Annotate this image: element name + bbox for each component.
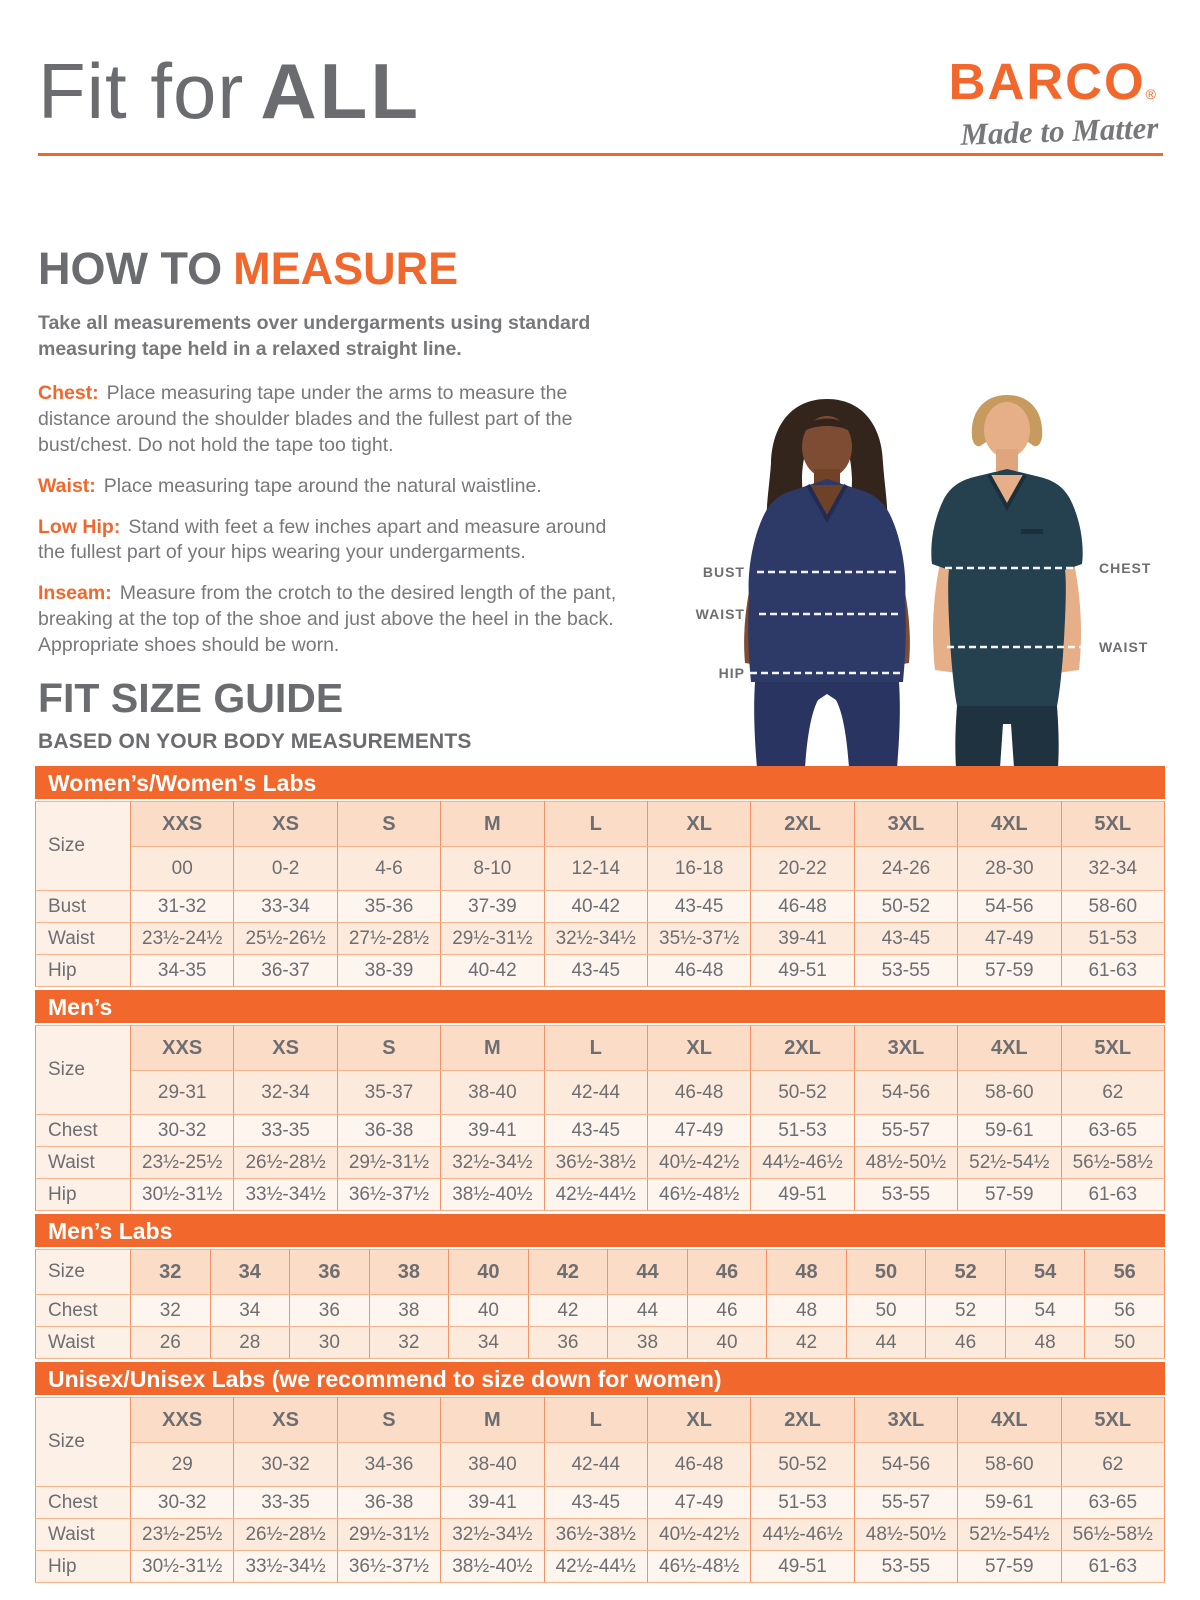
row-label: Waist — [36, 1327, 131, 1359]
measurement-cell: 57-59 — [958, 955, 1061, 987]
measure-item-chest: Chest: Place measuring tape under the arms to measure the distance around the shoulder blades and the fullest part of the bust/chest. Do not hold the tape too tight. — [38, 381, 573, 456]
measurement-cell: 32½-34½ — [441, 1519, 544, 1551]
measurement-cell: 25½-26½ — [234, 923, 337, 955]
measurement-cell: 36 — [290, 1295, 370, 1327]
size-header-cell: 56 — [1085, 1250, 1165, 1295]
numeric-size-cell: 50-52 — [751, 1443, 854, 1487]
measurement-cell: 59-61 — [958, 1115, 1061, 1147]
measurement-cell: 49-51 — [751, 955, 854, 987]
size-header-cell: M — [441, 1026, 544, 1071]
hip-label: HIP — [718, 665, 745, 681]
measurement-cell: 37-39 — [441, 891, 544, 923]
size-header-cell: XXS — [131, 1026, 234, 1071]
page-title-bold: ALL — [260, 47, 421, 135]
numeric-size-cell: 46-48 — [647, 1443, 750, 1487]
size-header-cell: 40 — [449, 1250, 529, 1295]
size-header-cell: 3XL — [854, 802, 957, 847]
measurement-cell: 39-41 — [441, 1487, 544, 1519]
measurement-cell: 43-45 — [544, 955, 647, 987]
measurement-cell: 39-41 — [441, 1115, 544, 1147]
size-header-cell: S — [337, 1026, 440, 1071]
measurement-cell: 52½-54½ — [958, 1147, 1061, 1179]
measurement-cell: 30½-31½ — [131, 1179, 234, 1211]
models-photo — [652, 383, 1165, 768]
size-table — [35, 1397, 1165, 1583]
numeric-size-cell: 24-26 — [854, 847, 957, 891]
measurement-cell: 39-41 — [751, 923, 854, 955]
man-model — [931, 395, 1082, 768]
numeric-size-cell: 28-30 — [958, 847, 1061, 891]
measurement-cell: 44½-46½ — [751, 1147, 854, 1179]
measurement-cell: 47-49 — [647, 1487, 750, 1519]
size-header-cell: 3XL — [854, 1026, 957, 1071]
measure-item-inseam: Inseam: Measure from the crotch to the desired length of the pant, breaking at the top of the shoe and just above the heel in the back. Appropriate shoes should be worn. — [38, 582, 617, 657]
measurement-cell: 29½-31½ — [441, 923, 544, 955]
size-header-cell: 50 — [846, 1250, 926, 1295]
size-header-cell: 36 — [290, 1250, 370, 1295]
size-table-3 — [35, 1362, 1165, 1583]
size-table-0 — [35, 766, 1165, 987]
size-header-cell: 32 — [131, 1250, 211, 1295]
measurement-cell: 48 — [767, 1295, 847, 1327]
table-banner: Women’s/Women's Labs — [35, 766, 1165, 799]
size-table — [35, 801, 1165, 987]
numeric-size-cell: 00 — [131, 847, 234, 891]
how-to-measure-section — [38, 243, 638, 674]
measurement-cell: 43-45 — [647, 891, 750, 923]
measurement-cell: 61-63 — [1061, 1179, 1164, 1211]
measurement-cell: 53-55 — [854, 1551, 957, 1583]
measurement-cell: 33-34 — [234, 891, 337, 923]
table-row — [36, 1487, 1165, 1519]
measurement-cell: 44½-46½ — [751, 1519, 854, 1551]
measurement-cell: 56½-58½ — [1061, 1147, 1164, 1179]
measurement-cell: 61-63 — [1061, 955, 1164, 987]
numeric-size-cell: 35-37 — [337, 1071, 440, 1115]
measurement-cell: 51-53 — [751, 1115, 854, 1147]
fit-size-tables — [35, 766, 1165, 1586]
size-table-2 — [35, 1214, 1165, 1359]
bust-label: BUST — [702, 564, 745, 580]
measurement-cell: 38 — [369, 1295, 449, 1327]
table-banner: Unisex/Unisex Labs (we recommend to size down for women) — [35, 1362, 1165, 1395]
size-header-cell: XL — [647, 1026, 750, 1071]
fit-size-guide-heading-block — [38, 675, 472, 754]
numeric-size-cell: 54-56 — [854, 1071, 957, 1115]
measurement-cell: 43-45 — [544, 1487, 647, 1519]
measurement-cell: 40 — [449, 1295, 529, 1327]
measurement-cell: 40-42 — [544, 891, 647, 923]
size-col-label: Size — [36, 1250, 131, 1295]
size-table — [35, 1249, 1165, 1359]
measurement-cell: 46½-48½ — [647, 1551, 750, 1583]
measurement-cell: 48½-50½ — [854, 1519, 957, 1551]
measurement-cell: 23½-25½ — [131, 1519, 234, 1551]
measurement-cell: 48½-50½ — [854, 1147, 957, 1179]
measurement-cell: 48 — [1005, 1327, 1085, 1359]
measurement-cell: 52½-54½ — [958, 1519, 1061, 1551]
measurement-cell: 46 — [926, 1327, 1006, 1359]
measurement-cell: 46-48 — [751, 891, 854, 923]
measurement-cell: 30 — [290, 1327, 370, 1359]
measurement-cell: 43-45 — [544, 1115, 647, 1147]
table-row — [36, 955, 1165, 987]
row-label: Chest — [36, 1487, 131, 1519]
size-col-label: Size — [36, 1398, 131, 1487]
man-neck — [996, 449, 1018, 471]
measurement-cell: 51-53 — [751, 1487, 854, 1519]
measurement-cell: 33½-34½ — [234, 1179, 337, 1211]
numeric-size-cell: 29-31 — [131, 1071, 234, 1115]
measurement-cell: 59-61 — [958, 1487, 1061, 1519]
row-label: Waist — [36, 1519, 131, 1551]
size-header-cell: XL — [647, 802, 750, 847]
measurement-cell: 58-60 — [1061, 891, 1164, 923]
chest-label: CHEST — [1099, 560, 1152, 576]
measurement-cell: 46 — [687, 1295, 767, 1327]
measurement-cell: 36-38 — [337, 1487, 440, 1519]
numeric-size-cell: 38-40 — [441, 1071, 544, 1115]
size-header-cell: 4XL — [958, 1398, 1061, 1443]
measurement-cell: 35½-37½ — [647, 923, 750, 955]
size-header-cell: XS — [234, 1026, 337, 1071]
numeric-size-cell: 38-40 — [441, 1443, 544, 1487]
table-row — [36, 891, 1165, 923]
measurement-cell: 51-53 — [1061, 923, 1164, 955]
measurement-cell: 42½-44½ — [544, 1551, 647, 1583]
row-label: Hip — [36, 955, 131, 987]
numeric-size-cell: 29 — [131, 1443, 234, 1487]
row-label: Chest — [36, 1115, 131, 1147]
row-label: Waist — [36, 1147, 131, 1179]
measurement-cell: 31-32 — [131, 891, 234, 923]
size-header-cell: 5XL — [1061, 802, 1164, 847]
row-label: Chest — [36, 1295, 131, 1327]
measurement-cell: 46-48 — [647, 955, 750, 987]
woman-pants — [754, 682, 900, 768]
measurement-cell: 42½-44½ — [544, 1179, 647, 1211]
measurement-cell: 57-59 — [958, 1179, 1061, 1211]
table-row — [36, 1115, 1165, 1147]
measurement-cell: 63-65 — [1061, 1487, 1164, 1519]
size-header-cell: XS — [234, 802, 337, 847]
measurement-cell: 33-35 — [234, 1115, 337, 1147]
table-row — [36, 923, 1165, 955]
measurement-cell: 36½-37½ — [337, 1551, 440, 1583]
measurement-cell: 55-57 — [854, 1487, 957, 1519]
measurement-cell: 30-32 — [131, 1487, 234, 1519]
numeric-size-cell: 32-34 — [234, 1071, 337, 1115]
waist-left-label: WAIST — [695, 606, 745, 622]
measurement-cell: 40-42 — [441, 955, 544, 987]
table-row — [36, 1179, 1165, 1211]
measurement-cell: 53-55 — [854, 955, 957, 987]
size-header-cell: S — [337, 802, 440, 847]
size-header-cell: L — [544, 802, 647, 847]
orange-divider — [38, 153, 1163, 156]
measurement-cell: 30-32 — [131, 1115, 234, 1147]
woman-model — [744, 399, 910, 768]
measurement-cell: 40½-42½ — [647, 1147, 750, 1179]
waist-right-label: WAIST — [1099, 639, 1149, 655]
numeric-size-cell: 42-44 — [544, 1443, 647, 1487]
measurement-cell: 56½-58½ — [1061, 1519, 1164, 1551]
row-label: Bust — [36, 891, 131, 923]
measurement-cell: 38-39 — [337, 955, 440, 987]
table-banner: Men’s Labs — [35, 1214, 1165, 1247]
measurement-cell: 44 — [608, 1295, 688, 1327]
size-header-cell: 5XL — [1061, 1026, 1164, 1071]
table-row — [36, 1295, 1165, 1327]
numeric-size-cell: 42-44 — [544, 1071, 647, 1115]
measurement-cell: 54-56 — [958, 891, 1061, 923]
numeric-size-cell: 46-48 — [647, 1071, 750, 1115]
man-pants — [955, 706, 1058, 768]
fit-size-guide-subheading: BASED ON YOUR BODY MEASUREMENTS — [38, 730, 472, 753]
size-header-cell: S — [337, 1398, 440, 1443]
row-label: Hip — [36, 1179, 131, 1211]
measurement-cell: 40 — [687, 1327, 767, 1359]
size-header-cell: 44 — [608, 1250, 688, 1295]
table-row — [36, 1551, 1165, 1583]
size-header-cell: 4XL — [958, 802, 1061, 847]
size-col-label: Size — [36, 1026, 131, 1115]
size-header-cell: 52 — [926, 1250, 1006, 1295]
size-header-cell: 5XL — [1061, 1398, 1164, 1443]
row-label: Hip — [36, 1551, 131, 1583]
size-header-cell: XXS — [131, 1398, 234, 1443]
measurement-cell: 43-45 — [854, 923, 957, 955]
measurement-cell: 32½-34½ — [544, 923, 647, 955]
brand-block — [948, 53, 1159, 152]
measurement-cell: 33½-34½ — [234, 1551, 337, 1583]
numeric-size-cell: 62 — [1061, 1443, 1164, 1487]
fit-size-guide-heading: FIT SIZE GUIDE — [38, 675, 344, 721]
measurement-cell: 50-52 — [854, 891, 957, 923]
measurement-cell: 42 — [528, 1295, 608, 1327]
measurement-cell: 63-65 — [1061, 1115, 1164, 1147]
measurement-cell: 36½-37½ — [337, 1179, 440, 1211]
numeric-size-cell: 8-10 — [441, 847, 544, 891]
measurement-cell: 29½-31½ — [337, 1147, 440, 1179]
size-header-cell: 2XL — [751, 1398, 854, 1443]
measurement-cell: 42 — [767, 1327, 847, 1359]
measurement-cell: 49-51 — [751, 1551, 854, 1583]
page-title — [38, 47, 421, 135]
measurement-cell: 32 — [369, 1327, 449, 1359]
measurement-cell: 34-35 — [131, 955, 234, 987]
numeric-size-cell: 16-18 — [647, 847, 750, 891]
size-header-cell: 38 — [369, 1250, 449, 1295]
measurement-cell: 47-49 — [647, 1115, 750, 1147]
numeric-size-cell: 32-34 — [1061, 847, 1164, 891]
measurement-cell: 36 — [528, 1327, 608, 1359]
size-header-cell: 48 — [767, 1250, 847, 1295]
models-illustration — [652, 383, 1165, 768]
numeric-size-cell: 30-32 — [234, 1443, 337, 1487]
table-row — [36, 1147, 1165, 1179]
size-header-cell: 2XL — [751, 802, 854, 847]
measurement-cell: 34 — [210, 1295, 290, 1327]
measurement-cell: 38½-40½ — [441, 1551, 544, 1583]
size-header-cell: 3XL — [854, 1398, 957, 1443]
measurement-cell: 32 — [131, 1295, 211, 1327]
measurement-cell: 36-38 — [337, 1115, 440, 1147]
measure-item-waist: Waist: Place measuring tape around the natural waistline. — [38, 474, 542, 497]
measurement-cell: 55-57 — [854, 1115, 957, 1147]
measurement-cell: 52 — [926, 1295, 1006, 1327]
measurement-cell: 56 — [1085, 1295, 1165, 1327]
size-table — [35, 1025, 1165, 1211]
measurement-cell: 26½-28½ — [234, 1519, 337, 1551]
measurement-cell: 36½-38½ — [544, 1519, 647, 1551]
measurement-cell: 50 — [1085, 1327, 1165, 1359]
measurement-cell: 33-35 — [234, 1487, 337, 1519]
measurement-cell: 57-59 — [958, 1551, 1061, 1583]
measurement-cell: 38½-40½ — [441, 1179, 544, 1211]
numeric-size-cell: 58-60 — [958, 1071, 1061, 1115]
measurement-cell: 46½-48½ — [647, 1179, 750, 1211]
measurement-cell: 36-37 — [234, 955, 337, 987]
page-title-regular: Fit for — [38, 47, 245, 135]
size-header-cell: 46 — [687, 1250, 767, 1295]
measurement-cell: 23½-25½ — [131, 1147, 234, 1179]
size-col-label: Size — [36, 802, 131, 891]
size-header-cell: 2XL — [751, 1026, 854, 1071]
numeric-size-cell: 50-52 — [751, 1071, 854, 1115]
measurement-cell: 44 — [846, 1327, 926, 1359]
measurement-cell: 50 — [846, 1295, 926, 1327]
measurement-cell: 23½-24½ — [131, 923, 234, 955]
size-table-1 — [35, 990, 1165, 1211]
measurement-cell: 36½-38½ — [544, 1147, 647, 1179]
size-header-cell: XXS — [131, 802, 234, 847]
measurement-cell: 34 — [449, 1327, 529, 1359]
measurement-cell: 26½-28½ — [234, 1147, 337, 1179]
size-header-cell: 4XL — [958, 1026, 1061, 1071]
registered-mark: ® — [1145, 86, 1158, 102]
brand-logo: BARCO® — [948, 53, 1158, 110]
measurement-cell: 49-51 — [751, 1179, 854, 1211]
measurement-cell: 32½-34½ — [441, 1147, 544, 1179]
size-header-cell: L — [544, 1398, 647, 1443]
numeric-size-cell: 0-2 — [234, 847, 337, 891]
measurement-cell: 29½-31½ — [337, 1519, 440, 1551]
size-header-cell: M — [441, 802, 544, 847]
how-to-measure-heading: HOW TO MEASURE — [38, 243, 459, 294]
size-header-cell: 42 — [528, 1250, 608, 1295]
numeric-size-cell: 20-22 — [751, 847, 854, 891]
numeric-size-cell: 62 — [1061, 1071, 1164, 1115]
measure-item-lowhip: Low Hip: Stand with feet a few inches apart and measure around the fullest part of your hips wearing your undergarments. — [38, 515, 607, 564]
numeric-size-cell: 34-36 — [337, 1443, 440, 1487]
numeric-size-cell: 12-14 — [544, 847, 647, 891]
size-header-cell: XS — [234, 1398, 337, 1443]
size-header-cell: L — [544, 1026, 647, 1071]
brand-tagline: Made to Matter — [959, 110, 1159, 152]
numeric-size-cell: 4-6 — [337, 847, 440, 891]
size-header-cell: M — [441, 1398, 544, 1443]
table-row — [36, 1327, 1165, 1359]
numeric-size-cell: 54-56 — [854, 1443, 957, 1487]
measurement-cell: 54 — [1005, 1295, 1085, 1327]
table-banner: Men’s — [35, 990, 1165, 1023]
row-label: Waist — [36, 923, 131, 955]
man-chest-pocket — [1021, 529, 1043, 534]
measurement-cell: 27½-28½ — [337, 923, 440, 955]
size-header-cell: 34 — [210, 1250, 290, 1295]
numeric-size-cell: 58-60 — [958, 1443, 1061, 1487]
size-header-cell: XL — [647, 1398, 750, 1443]
measurement-cell: 47-49 — [958, 923, 1061, 955]
measurement-cell: 35-36 — [337, 891, 440, 923]
table-row — [36, 1519, 1165, 1551]
measurement-cell: 61-63 — [1061, 1551, 1164, 1583]
measurement-cell: 40½-42½ — [647, 1519, 750, 1551]
measurement-cell: 26 — [131, 1327, 211, 1359]
measurement-cell: 30½-31½ — [131, 1551, 234, 1583]
measurement-cell: 53-55 — [854, 1179, 957, 1211]
size-header-cell: 54 — [1005, 1250, 1085, 1295]
measurement-cell: 38 — [608, 1327, 688, 1359]
measurement-cell: 28 — [210, 1327, 290, 1359]
measure-intro: Take all measurements over undergarments using standard measuring tape held in a relaxed straight line. — [38, 312, 591, 360]
